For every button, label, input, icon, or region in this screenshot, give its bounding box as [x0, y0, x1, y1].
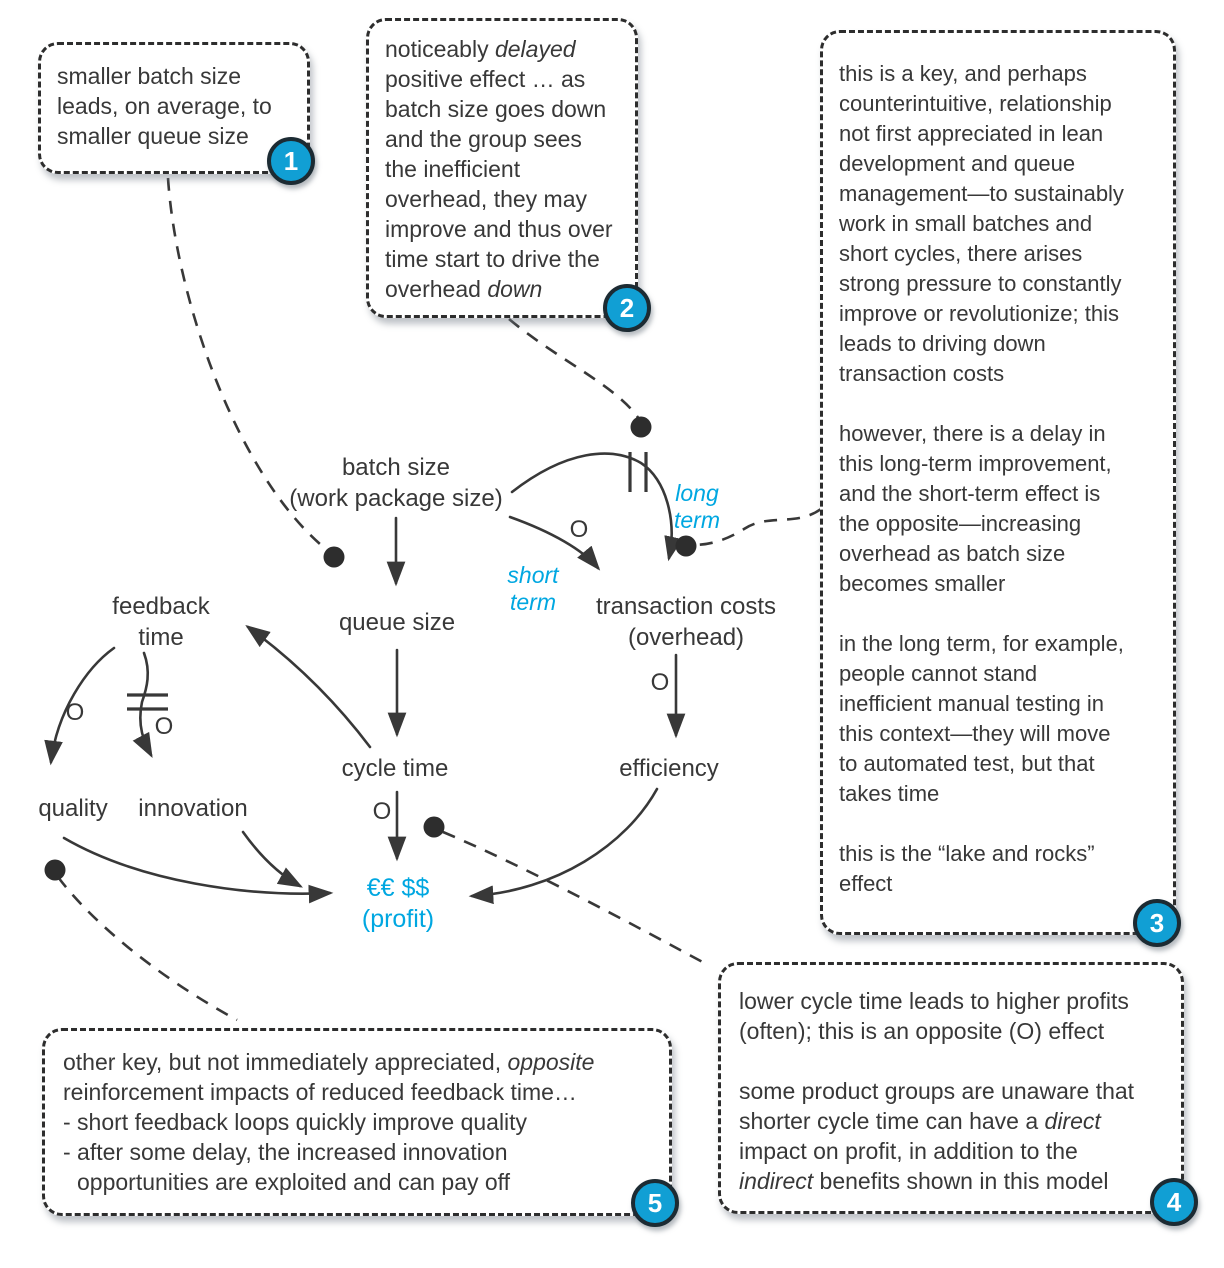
node-queue-size: queue size [338, 609, 456, 636]
callout-number-badge-1: 1 [267, 137, 315, 185]
callout-box-3: this is a key, and perhaps counterintuitive, relationship not first appreciated in lean development and queue management—to sustainably work in small batches and short cycles, there arises strong pressure to constantly improve or revolutionize; this leads to driving down transaction costs however, there is a delay in this long-term improvement, and the short-term effect is the opposite—increasing overhead as batch size becomes smaller in the long term, for example, people cannot stand inefficient manual testing in this context—they will move to automated test, but that takes time this is the “lake and rocks” effect [820, 30, 1176, 935]
node-cycle-time: cycle time [341, 755, 449, 782]
callout-number-badge-2: 2 [603, 284, 651, 332]
edge-label-opposite-short-term: O [569, 516, 589, 543]
connector-dot-queue-arrow [324, 547, 345, 568]
arrow-batch-size-to-transaction-costs-long-term [512, 454, 672, 558]
callout-box-1: smaller batch size leads, on average, to smaller queue size [38, 42, 310, 174]
arrow-innovation-to-profit [243, 832, 300, 886]
arrow-efficiency-to-profit [472, 789, 657, 896]
callout-box-4: lower cycle time leads to higher profits (often); this is an opposite (O) effect some product groups are unaware that shorter cycle time can have a direct impact on profit, in addition to the indirect benefits shown in this model [718, 962, 1184, 1214]
node-feedback-time: feedback time [112, 593, 210, 651]
callout-number-badge-3: 3 [1133, 899, 1181, 947]
callout-box-5: other key, but not immediately appreciated, opposite reinforcement impacts of reduced feedback time… - short feedback loops quickly improve quality - after some delay, the increased innovation opportunities are exploited and can pay off [42, 1028, 672, 1216]
connector-dot-cycle-profit [424, 817, 445, 838]
callout-box-2: noticeably delayed positive effect … as batch size goes down and the group sees the inefficient overhead, they may improve and thus over time start to drive the overhead down [366, 18, 638, 318]
edge-label-opposite-innovation: O [154, 713, 174, 740]
connector-callout-5-to-quality [58, 877, 237, 1020]
arrow-quality-to-profit [64, 838, 330, 894]
edge-label-opposite-quality: O [65, 699, 85, 726]
connector-dot-quality [45, 860, 66, 881]
arrow-feedback-time-to-innovation [140, 653, 151, 755]
node-profit: €€ $$ (profit) [361, 874, 435, 933]
connector-callout-2-to-delay-mark [509, 319, 639, 419]
edge-label-opposite-efficiency: O [650, 669, 670, 696]
node-batch-size: batch size (work package size) [289, 454, 503, 512]
edge-label-opposite-profit: O [372, 798, 392, 825]
node-innovation: innovation [138, 795, 248, 822]
callout-number-badge-4: 4 [1150, 1178, 1198, 1226]
label-short-term: short term [507, 562, 559, 615]
label-long-term: long term [674, 480, 720, 533]
node-efficiency: efficiency [619, 755, 719, 782]
node-transaction-costs: transaction costs (overhead) [595, 593, 777, 651]
connector-callout-4-to-cycle-profit-arrow [443, 832, 710, 966]
node-quality: quality [38, 795, 108, 822]
connector-dot-delay-mark [631, 417, 652, 438]
callout-number-badge-5: 5 [631, 1179, 679, 1227]
connector-dot-long-term [676, 536, 697, 557]
arrow-cycle-time-to-feedback-time [248, 627, 370, 747]
